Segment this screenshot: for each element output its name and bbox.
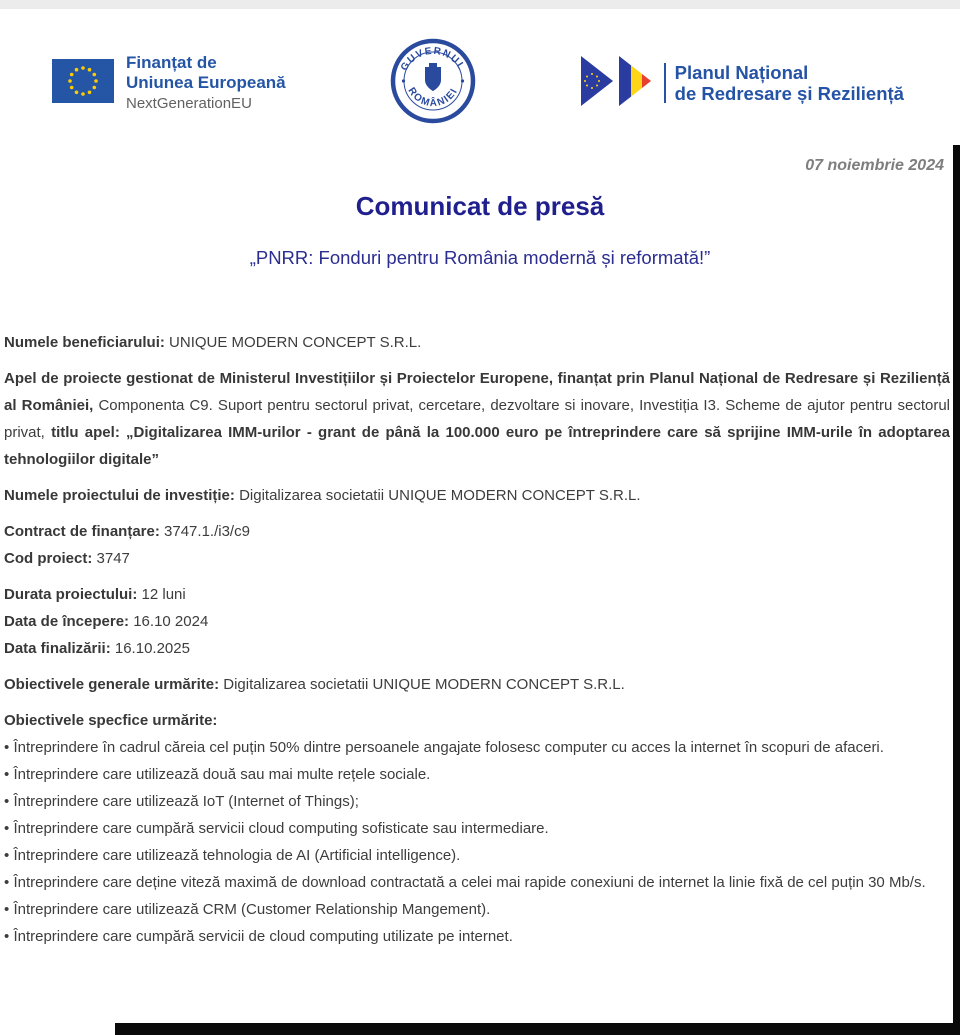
project-name-value: Digitalizarea societatii UNIQUE MODERN CONCEPT S.R.L.: [239, 487, 641, 504]
general-objectives-paragraph: [4, 671, 950, 698]
bullet-item: • Întreprindere care utilizează CRM (Customer Relationship Mangement).: [4, 901, 491, 918]
bullet-item: • Întreprindere care utilizează tehnologia de AI (Artificial intelligence).: [4, 847, 461, 864]
contract-label: Contract de finanțare:: [4, 523, 160, 540]
bullet-marker: •: [4, 820, 10, 837]
bullet-marker: •: [4, 739, 10, 756]
eu-logo-line3: NextGenerationEU: [126, 95, 252, 113]
beneficiary-value: UNIQUE MODERN CONCEPT S.R.L.: [169, 334, 422, 351]
duration-paragraph: [4, 581, 950, 608]
project-code-paragraph: [4, 545, 950, 572]
end-date-value: 16.10.2025: [114, 640, 190, 657]
call-description-paragraph: [4, 365, 950, 473]
eu-logo-text: [126, 53, 286, 112]
bullet-marker: •: [4, 874, 10, 891]
pnrr-arrows-icon: [581, 55, 655, 112]
call-bold-intro: Apel de proiecte gestionat de Ministerul Investițiilor și Proiectelor Europene, finanțat prin Planul Național de Redresare și Reziliență al României,: [4, 370, 950, 414]
bullet-item: • Întreprindere care cumpără servicii de cloud computing utilizate pe internet.: [4, 928, 513, 945]
eu-logo-line1: Finanțat de: [126, 53, 217, 73]
call-title-bold: titlu apel: „Digitalizarea IMM-urilor - grant de până la 100.000 euro pe întreprindere care să sprijine IMM-urile în adoptarea tehnologiilor digitale”: [4, 424, 950, 468]
logo-row: [0, 39, 960, 127]
page-edge-bottom-bar: [115, 1023, 960, 1035]
bullet-item: • Întreprindere care deține viteză maximă de download contractată a celei mai rapide conexiuni de internet la linie fixă de cel puțin 30 Mb/s.: [4, 874, 926, 891]
pnrr-logo-line1: Planul Național: [674, 61, 809, 83]
bullet-marker: •: [4, 793, 10, 810]
general-objectives-label: Obiectivele generale urmărite:: [4, 676, 220, 693]
objectives-bullet-list: [4, 734, 950, 950]
pnrr-logo-text: [675, 62, 904, 104]
eu-funding-logo: [52, 53, 286, 112]
seal-arc-top-text: GUVERNUL: [398, 45, 468, 73]
romanian-government-seal-icon: [390, 38, 476, 129]
document-date: 07 noiembrie 2024: [805, 157, 944, 174]
bullet-item: • Întreprindere care utilizează două sau mai multe rețele sociale.: [4, 766, 431, 783]
beneficiary-label: Numele beneficiarului:: [4, 334, 165, 351]
end-date-label: Data finalizării:: [4, 640, 111, 657]
bullet-marker: •: [4, 847, 10, 864]
duration-label: Durata proiectului:: [4, 586, 138, 603]
pnrr-divider: [664, 63, 666, 103]
document-body: [0, 329, 960, 950]
bullet-marker: •: [4, 766, 10, 783]
seal-arc-bottom-text: ROMÂNIEI: [405, 85, 461, 109]
duration-value: 12 luni: [141, 586, 186, 603]
pnrr-logo: [581, 55, 904, 112]
call-regular-text: Componenta C9. Suport pentru sectorul privat, cercetare, dezvoltare si inovare, Investiția I3. Scheme de ajutor pentru sectorul privat,: [4, 397, 951, 441]
project-code-label: Cod proiect:: [4, 550, 93, 567]
bullet-marker: •: [4, 928, 10, 945]
end-date-paragraph: [4, 635, 950, 662]
bullet-item: • Întreprindere care utilizează IoT (Internet of Things);: [4, 793, 359, 810]
top-gray-strip: [0, 0, 960, 9]
page-title: Comunicat de presă: [355, 191, 605, 221]
contract-value: 3747.1./i3/c9: [164, 523, 250, 540]
general-objectives-value: Digitalizarea societatii UNIQUE MODERN CONCEPT S.R.L.: [223, 676, 625, 693]
beneficiary-paragraph: [4, 329, 950, 356]
eu-flag-icon: [52, 59, 114, 108]
project-code-value: 3747: [96, 550, 130, 567]
bullet-marker: •: [4, 901, 10, 918]
start-date-paragraph: [4, 608, 950, 635]
start-date-value: 16.10 2024: [133, 613, 209, 630]
page-subtitle: „PNRR: Fonduri pentru România modernă și reformată!”: [249, 247, 711, 268]
page-edge-right-bar: [953, 145, 960, 1035]
pnrr-logo-line2: de Redresare și Reziliență: [674, 83, 904, 104]
specific-objectives-heading: Obiectivele specfice urmărite:: [4, 712, 218, 729]
project-name-label: Numele proiectului de investiție:: [4, 487, 235, 504]
contract-paragraph: [4, 518, 950, 545]
bullet-item: • Întreprindere în cadrul căreia cel puțin 50% dintre persoanele angajate folosesc computer cu acces la internet în scopuri de afaceri.: [4, 739, 884, 756]
project-name-paragraph: [4, 482, 950, 509]
bullet-item: • Întreprindere care cumpără servicii cloud computing sofisticate sau intermediare.: [4, 820, 549, 837]
start-date-label: Data de începere:: [4, 613, 130, 630]
eu-logo-line2: Uniunea Europeană: [126, 72, 286, 92]
